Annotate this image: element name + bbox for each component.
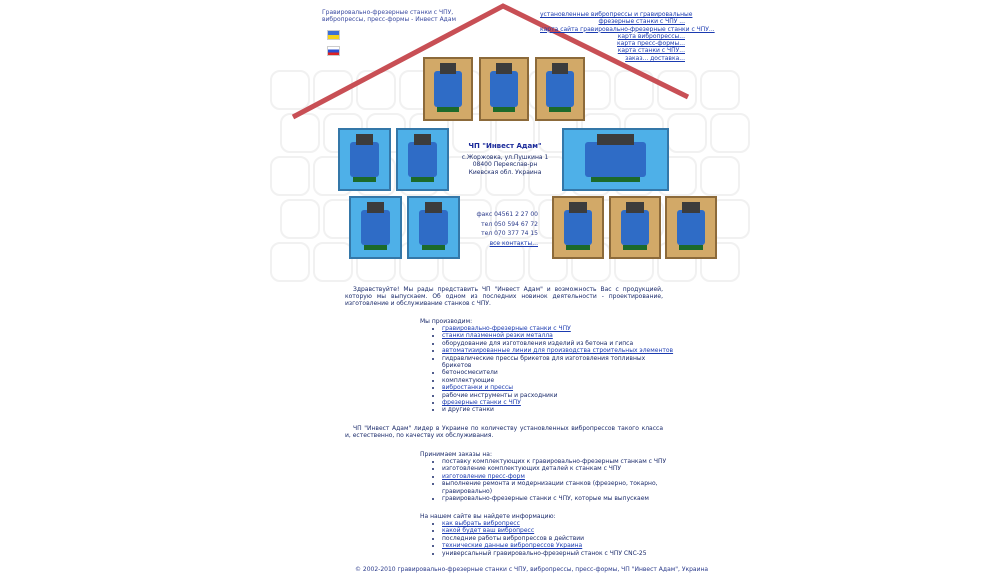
company-block [460,143,550,176]
offer-link[interactable]: вибростанки и прессы [442,384,514,392]
list-item [442,355,675,370]
list-item: • выполнение ремонта и модернизации станков (фрезерно, токарно, гравировально) [442,480,675,495]
background-tile [667,113,707,153]
background-tile [313,242,353,282]
offer-link[interactable]: гравировально-фрезерные станки с ЧПУ [442,325,571,332]
background-tile [280,113,320,153]
top-links [540,11,715,62]
offer-list [430,325,675,414]
product-image-plasma[interactable] [552,196,604,259]
list-item [442,399,675,406]
list-item [442,406,675,413]
list-item: • гравировально-фрезерные станки с ЧПУ, которые мы выпускаем [442,495,675,502]
orders-link[interactable]: изготовление пресс-форм [442,472,525,480]
list-item [442,542,675,549]
ua-flag-icon[interactable] [327,30,340,40]
address-line: Киевская обл. Украина [468,168,542,176]
list-item [442,384,675,391]
info-list [430,520,675,557]
offer-link[interactable]: фрезерные станки с ЧПУ [442,399,521,407]
list-item [442,332,675,339]
list-item [442,527,675,534]
list-item: • изготовление комплектующих деталей к станкам с ЧПУ [442,465,675,472]
list-item: • поставку комплектующих к гравировально-фрезерным станкам с ЧПУ [442,458,675,465]
offer-text: бетоносмесители [442,369,498,377]
product-image-cnc-2[interactable] [479,57,529,121]
product-image-cnc-1[interactable] [423,57,473,121]
list-item [442,340,675,347]
background-tile [280,199,320,239]
background-tile [710,113,750,153]
ru-flag-icon[interactable] [327,46,340,56]
company-name: ЧП "Инвест Адам" [468,142,542,150]
phone: тел 050 594 67 72 [481,220,538,228]
list-item [442,377,675,384]
offer-text: рабочие инструменты и расходники [442,391,558,399]
top-link[interactable]: карта сайта гравировально-фрезерные станки с ЧПУ... [540,25,715,33]
top-link[interactable]: карта вибропрессы... [617,32,685,40]
offer-title: Мы производим: [420,318,473,325]
product-image-mold[interactable] [407,196,460,259]
orders-list [430,458,675,502]
list-item: • универсальный гравировально-фрезерный станок с ЧПУ CNC-25 [442,550,675,557]
address-line: 08400 Переяслав-рн [472,161,538,168]
product-image-machine[interactable] [609,196,661,259]
leader-text: ЧП "Инвест Адам" лидер в Украине по количеству установленных вибропрессов такого класса и, естественно, по качеству их обслуживания. [345,425,663,439]
background-tile [700,156,740,196]
orders-title: Принимаем заказы на: [420,451,492,458]
product-image-mixer[interactable] [665,196,717,259]
site-tagline: Гравировально-фрезерные станки с ЧПУ, вибропрессы, пресс-формы - Инвест Адам [322,9,457,23]
background-tile [485,242,525,282]
top-link[interactable]: установленные вибропрессы и гравировальные [540,11,693,18]
list-item: • последние работы вибропрессов в действии [442,535,675,542]
phone: тел 070 377 74 15 [481,230,538,237]
offer-link[interactable]: станки плазменной резки металла [442,332,553,340]
list-item [442,473,675,480]
list-item [442,392,675,399]
top-link[interactable]: карта пресс-формы... [617,40,685,48]
top-link[interactable]: фрезерные станки с ЧПУ ... [598,18,685,26]
all-contacts-link[interactable]: все контакты... [489,239,538,247]
top-link[interactable]: заказ... доставка... [625,54,685,62]
offer-text: комплектующие [442,376,495,384]
offer-text: оборудование для изготовления изделий из бетона и гипса [442,339,634,347]
info-title: На нашем сайте вы найдете информацию: [420,513,556,520]
fax: факс 04561 2 27 00 [476,211,538,218]
list-item [442,347,675,354]
address-line: с.Жоржовка, ул.Пушкина 1 [461,153,549,161]
offer-link[interactable]: автоматизированные линии для производства строительных элементов [442,347,674,355]
offer-text: гидравлические прессы брикетов для изготовления топливных брикетов [442,354,646,370]
product-image-press[interactable] [349,196,402,259]
background-tile [270,242,310,282]
product-image-parts[interactable] [535,57,585,121]
product-image-vibropress-1[interactable] [338,128,391,191]
intro-text: Здравствуйте! Мы рады представить ЧП "Инвест Адам" и возможность Вас с продукцией, которую мы выпускаем. Об одном из последних новинок деятельности - проектирование, изготовление и обслуживание станков с ЧПУ. [345,286,663,307]
offer-text: и другие станки [442,406,494,414]
list-item [442,369,675,376]
product-image-production-line[interactable] [562,128,669,191]
product-image-vibropress-2[interactable] [396,128,449,191]
contacts-block [470,210,538,248]
list-item [442,520,675,527]
info-link[interactable]: технические данные вибропрессов Украина [442,542,583,550]
background-tile [270,156,310,196]
info-link[interactable]: как выбрать вибропресс [442,520,520,527]
list-item [442,325,675,332]
info-link[interactable]: какой будет ваш вибропресс [442,527,535,535]
top-link[interactable]: карта станки с ЧПУ... [617,47,685,55]
footer-copyright: © 2002-2010 гравировально-фрезерные станки с ЧПУ, вибропрессы, пресс-формы, ЧП "Инвест Адам", Украина [355,566,709,573]
